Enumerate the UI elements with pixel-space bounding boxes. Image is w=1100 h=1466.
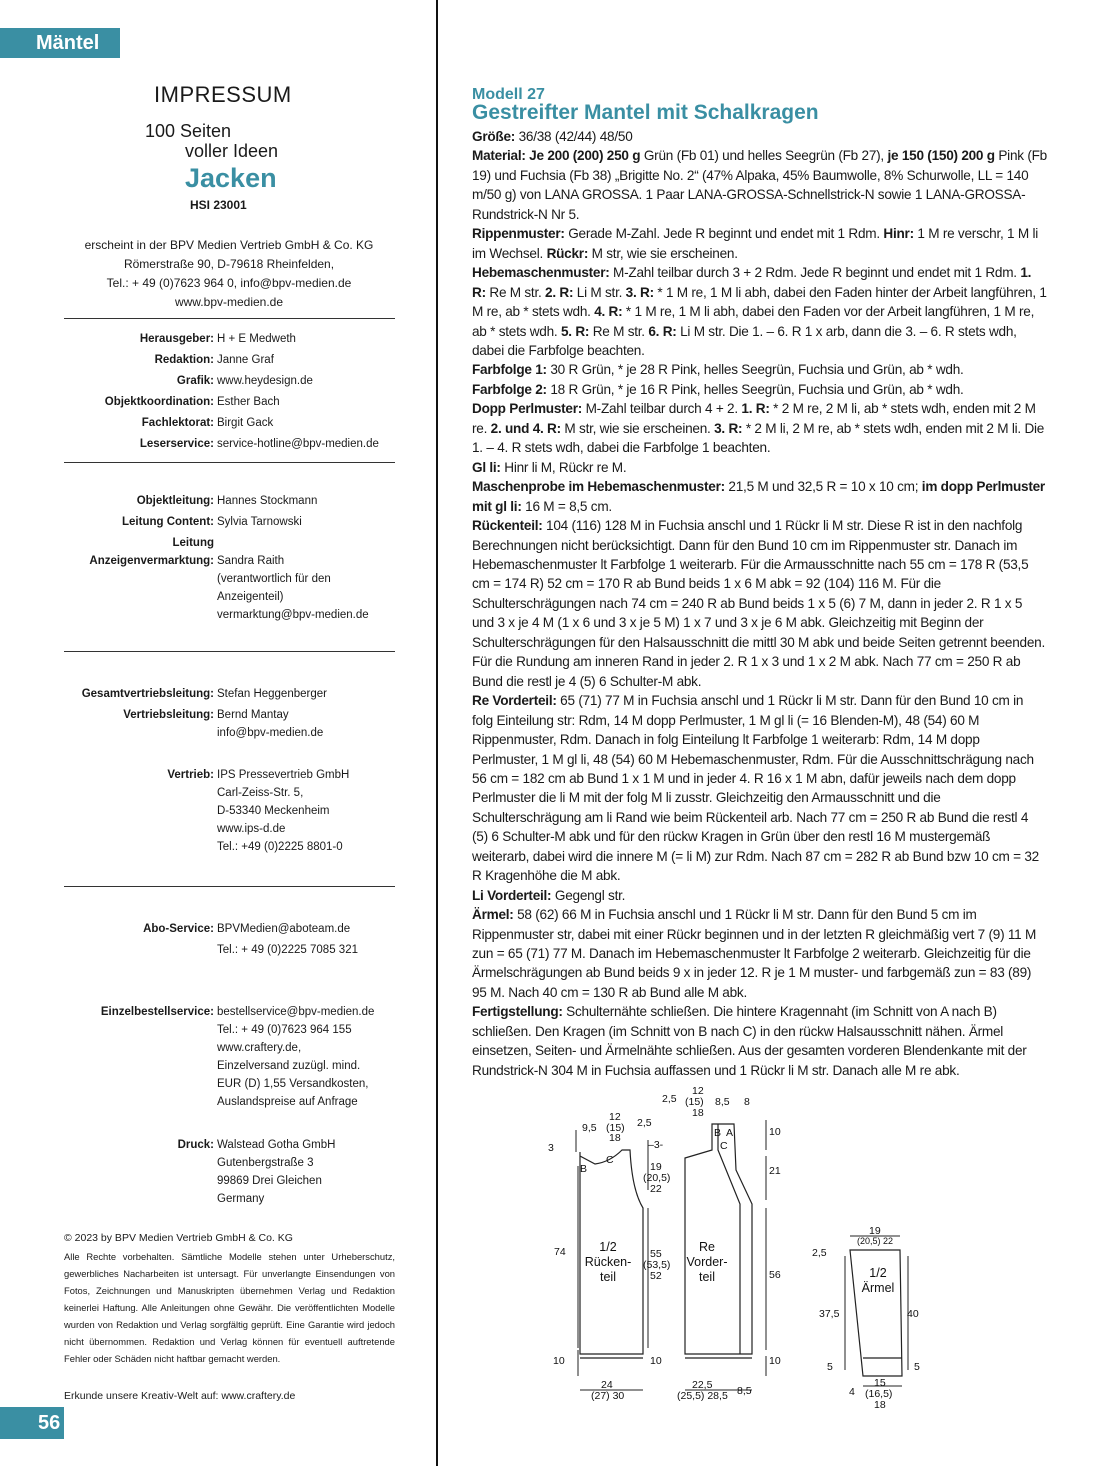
credit-value-line: Auslandspreise auf Anfrage bbox=[217, 1096, 358, 1108]
separator bbox=[64, 886, 395, 887]
credit-link[interactable]: www.ips-d.de bbox=[217, 823, 286, 835]
credit-label: Druck: bbox=[177, 1139, 214, 1151]
term-label: Rippenmuster: bbox=[472, 226, 565, 242]
credit-link[interactable]: bestellservice@bpv-medien.de bbox=[217, 1006, 375, 1018]
credit-label: Vertriebsleitung: bbox=[123, 709, 214, 721]
dim-b-w-2: (27) 30 bbox=[591, 1390, 625, 1402]
credit-value: Janne Graf bbox=[217, 354, 274, 366]
dim-f-top-l: 2,5 bbox=[662, 1093, 677, 1105]
term-label: Hinr: bbox=[883, 226, 914, 242]
term-text: 16 M = 8,5 cm. bbox=[521, 498, 612, 514]
credit-value bbox=[217, 766, 349, 856]
dim-b-neck-3: 18 bbox=[609, 1132, 621, 1144]
term-label: 3. R: bbox=[714, 420, 743, 436]
dim-b-side-3: 52 bbox=[650, 1270, 662, 1282]
term-text: M str, wie sie erscheinen. bbox=[588, 245, 738, 261]
dim-b-total: 74 bbox=[554, 1246, 566, 1258]
credit-value-line: D-53340 Meckenheim bbox=[217, 805, 330, 817]
dim-b-arm-1: 19 bbox=[650, 1161, 662, 1173]
term-text: * 2 M re, 2 M li, ab * stets wdh, enden mit 2 M re. bbox=[472, 401, 1036, 436]
dim-b-neck-2: (15) bbox=[606, 1122, 625, 1134]
dim-f-w-3: 8,5 bbox=[737, 1385, 752, 1397]
dim-b-arm-2: (20,5) bbox=[643, 1172, 671, 1184]
front-outline bbox=[685, 1124, 752, 1354]
credit-link[interactable]: vermarktung@bpv-medien.de bbox=[217, 609, 369, 621]
dim-b-side-2: (53,5) bbox=[643, 1259, 671, 1271]
color-sequence-1 bbox=[472, 360, 1047, 379]
term-label: im dopp Perlmuster mit gl li: bbox=[472, 479, 1045, 514]
term-label: Fertigstellung: bbox=[472, 1004, 563, 1020]
credit-link[interactable]: www.heydesign.de bbox=[217, 375, 313, 387]
back-label-1: 1/2 bbox=[599, 1240, 617, 1254]
dim-f-w-2: (25,5) 28,5 bbox=[677, 1390, 728, 1402]
dim-f-top-m: 8,5 bbox=[715, 1096, 730, 1108]
reverse-stockinette-paragraph bbox=[472, 458, 1047, 477]
credit-value-line: Anzeigenteil) bbox=[217, 591, 284, 603]
credit-value-line: Tel.: + 49 (0)7623 964 155 bbox=[217, 1024, 352, 1036]
credit-value-line: Tel.: + 49 (0)2225 7085 321 bbox=[217, 944, 358, 956]
credit-value: Stefan Heggenberger bbox=[217, 688, 327, 700]
model-number: Modell 27 bbox=[472, 86, 545, 103]
credit-label: Redaktion: bbox=[154, 354, 214, 366]
credit-label: Anzeigenvermarktung: bbox=[89, 555, 214, 567]
credit-value-line: Gutenbergstraße 3 bbox=[217, 1157, 314, 1169]
knitting-schematic bbox=[540, 1080, 940, 1420]
credit-label: Abo-Service: bbox=[143, 923, 214, 935]
term-text: Li M str. Die 1. – 6. R 1 x arb, dann die 3. – 6. R stets wdh, dabei die Farbfolge beachten. bbox=[472, 323, 1017, 358]
term-label: Hebemaschenmuster: bbox=[472, 265, 610, 281]
term-label: Dopp Perlmuster: bbox=[472, 401, 583, 417]
dim-s-top-2: (20,5) 22 bbox=[857, 1236, 894, 1246]
size-label: Größe: bbox=[472, 129, 516, 144]
gauge-paragraph bbox=[472, 477, 1047, 516]
credit-value: Sylvia Tarnowski bbox=[217, 516, 302, 528]
term-text: * 2 M li, 2 M re, ab * stets wdh, enden mit 2 M li. Die 1. – 4. R stets wdh, dabei die Farbfolge 1 beachten. bbox=[472, 420, 1045, 456]
dim-s-b4: 4 bbox=[849, 1386, 855, 1398]
dim-f-r1: 10 bbox=[769, 1126, 781, 1138]
right-front-paragraph bbox=[472, 691, 1047, 886]
term-text: Gegengl str. bbox=[551, 887, 626, 903]
front-label-2: Vorder- bbox=[686, 1255, 728, 1269]
dim-f-top-r: 8 bbox=[744, 1096, 750, 1108]
imprint-subtitle-2: voller Ideen bbox=[185, 141, 279, 161]
magazine-name: Jacken bbox=[185, 163, 277, 193]
material-label: Material: Je 200 (200) 250 g bbox=[472, 148, 641, 164]
credit-value-line: EUR (D) 1,55 Versandkosten, bbox=[217, 1078, 369, 1090]
credit-value bbox=[217, 706, 323, 742]
material-paragraph bbox=[472, 146, 1047, 224]
term-label: 1. R: bbox=[741, 401, 770, 417]
point-c-front: C bbox=[720, 1140, 728, 1152]
front-collar bbox=[718, 1124, 740, 1354]
back-paragraph bbox=[472, 516, 1047, 691]
term-text: Hinr li M, Rückr re M. bbox=[500, 459, 627, 475]
publisher-info bbox=[64, 236, 394, 312]
credit-label: Leitung Content: bbox=[122, 516, 214, 528]
publisher-line: Römerstraße 90, D-79618 Rheinfelden, bbox=[123, 257, 335, 271]
front-label-1: Re bbox=[699, 1240, 715, 1254]
finishing-paragraph bbox=[472, 1002, 1047, 1080]
imprint-title: IMPRESSUM bbox=[154, 82, 292, 107]
term-label: 5. R: bbox=[560, 323, 590, 339]
dim-b-neck-1: 12 bbox=[609, 1111, 621, 1123]
dim-f-r3: 56 bbox=[769, 1269, 781, 1281]
credit-value-line: 99869 Drei Gleichen bbox=[217, 1175, 322, 1187]
credit-label: Leitung bbox=[172, 537, 214, 549]
separator bbox=[64, 651, 395, 652]
term-label: Ärmel: bbox=[472, 907, 514, 923]
credit-value-line: Sandra Raith bbox=[217, 555, 285, 567]
credit-value bbox=[217, 1136, 335, 1208]
sleeve-paragraph bbox=[472, 905, 1047, 1002]
copyright-line: © 2023 by BPV Medien Vertrieb GmbH & Co. KG bbox=[64, 1232, 293, 1244]
dim-f-top-1: 12 bbox=[692, 1085, 704, 1097]
credit-value-line: Bernd Mantay bbox=[217, 709, 289, 721]
dim-s-top-1: 19 bbox=[869, 1225, 881, 1237]
column-divider bbox=[436, 0, 438, 1466]
credit-label: Objektleitung: bbox=[136, 495, 214, 507]
publisher-line: Tel.: + 49 (0)7623 964 0, info@bpv-medien.de bbox=[106, 276, 352, 290]
term-text: Schulternähte schließen. Die hintere Kragennaht (im Schnitt von A nach B) schließen. Den Kragen (im Schnitt von B nach C) in den rückw Halsausschnitt nähen. Ärmel einsetzen, Seiten- und Ärmelnähte schließen. Aus der gesamten vorderen Blendenkante mit der Rundstrick-N 304 M in Fuchsia auffassen und 1 Rückr li M str. Danach alle M re abk. bbox=[472, 1004, 1027, 1078]
credit-label: Leserservice: bbox=[139, 438, 214, 450]
term-text: * 1 M re, 1 M li abh, dabei den Faden hinter der Arbeit langführen, 1 M re, ab * stets wdh. bbox=[472, 284, 1047, 320]
dim-f-top-3: 18 bbox=[692, 1107, 704, 1119]
term-text: M str, wie sie erscheinen. bbox=[560, 420, 715, 436]
credit-value-line: Carl-Zeiss-Str. 5, bbox=[217, 787, 304, 799]
dim-b-rib-r: 10 bbox=[650, 1355, 662, 1367]
separator bbox=[64, 462, 395, 463]
credit-value-line: Einzelversand zuzügl. mind. bbox=[217, 1060, 361, 1072]
rib-pattern-paragraph bbox=[472, 224, 1047, 263]
double-moss-paragraph bbox=[472, 399, 1047, 457]
back-label-2: Rücken- bbox=[584, 1255, 632, 1269]
back-label-3: teil bbox=[600, 1270, 616, 1284]
term-label: 2. und 4. R: bbox=[490, 420, 561, 436]
term-text: M-Zahl teilbar durch 3 + 2 Rdm. Jede R beginnt und endet mit 1 Rdm. bbox=[609, 265, 1021, 281]
credit-label: Vertrieb: bbox=[167, 769, 214, 781]
term-label: 1. R: bbox=[472, 265, 1032, 300]
dim-s-top-l: 2,5 bbox=[812, 1247, 827, 1259]
dim-s-bw-1: 15 bbox=[874, 1377, 886, 1389]
dim-s-h-r: 40 bbox=[907, 1308, 919, 1320]
term-label: Gl li: bbox=[472, 459, 501, 475]
sleeve-label-1: 1/2 bbox=[869, 1266, 887, 1280]
term-label: Maschenprobe im Hebemaschenmuster: bbox=[472, 479, 725, 495]
explore-link[interactable]: Erkunde unsere Kreativ-Welt auf: www.craftery.de bbox=[64, 1390, 296, 1402]
instructions bbox=[472, 127, 1047, 1080]
term-label: 3. R: bbox=[625, 284, 654, 300]
dim-f-w-1: 22,5 bbox=[692, 1379, 713, 1391]
material-label: je 150 (150) 200 g bbox=[887, 148, 995, 164]
credit-link[interactable]: www.craftery.de, bbox=[217, 1042, 302, 1054]
credit-value bbox=[217, 920, 358, 959]
term-text: Gerade M-Zahl. Jede R beginnt und endet mit 1 Rdm. bbox=[564, 226, 884, 242]
dim-s-rib-r: 5 bbox=[914, 1361, 920, 1373]
dim-b-shoulder: 9,5 bbox=[582, 1122, 597, 1134]
material-text: Grün (Fb 01) und helles Seegrün (Fb 27), bbox=[640, 148, 884, 164]
term-label: Farbfolge 1: bbox=[472, 362, 547, 378]
credit-value: Birgit Gack bbox=[217, 417, 274, 429]
slip-stitch-paragraph bbox=[472, 263, 1047, 360]
sleeve-label-2: Ärmel bbox=[861, 1281, 895, 1295]
term-text: Re M str. bbox=[485, 284, 546, 300]
dim-b-side-1: 55 bbox=[650, 1248, 662, 1260]
dim-s-bw-3: 18 bbox=[874, 1399, 886, 1411]
credit-value-line: (verantwortlich für den bbox=[217, 573, 331, 585]
dim-s-rib-l: 5 bbox=[827, 1361, 833, 1373]
credit-value bbox=[217, 552, 369, 624]
credit-value bbox=[217, 1003, 374, 1111]
term-text: 18 R Grün, * je 16 R Pink, helles Seegrün, Fuchsia und Grün, ab * wdh. bbox=[546, 381, 964, 397]
credit-link[interactable]: BPVMedien@aboteam.de bbox=[217, 923, 351, 935]
rights-notice: Alle Rechte vorbehalten. Sämtliche Modelle stehen unter Urheberschutz, gewerbliches Nacharbeiten ist untersagt. Für unverlangte Einsendungen von Fotos, Zeichnungen und Manuskripten übernehmen Verlag und Redaktion keinerlei Haftung. Alle Anleitungen ohne Gewähr. Die veröffentlichten Modelle wurden von Redaktion und Verlag sorgfältig geprüft. Eine Garantie wird jedoch nicht übernommen. Redaktion und Verlag können für eventuell auftretende Fehler oder Schäden nicht haftbar gemacht werden. bbox=[64, 1251, 395, 1364]
credit-value: Esther Bach bbox=[217, 396, 280, 408]
dim-s-h-l: 37,5 bbox=[819, 1308, 840, 1320]
publisher-line: erscheint in der BPV Medien Vertrieb GmbH & Co. KG bbox=[84, 238, 374, 252]
credit-value: Hannes Stockmann bbox=[217, 495, 318, 507]
credit-value-line: Germany bbox=[217, 1193, 265, 1205]
size-paragraph bbox=[472, 127, 1047, 146]
dim-f-r2: 21 bbox=[769, 1165, 781, 1177]
term-text: M-Zahl teilbar durch 4 + 2. bbox=[582, 401, 742, 417]
term-text: 1 M re verschr, 1 M li im Wechsel. bbox=[472, 226, 1039, 261]
credit-label: Gesamtvertriebsleitung: bbox=[81, 688, 214, 700]
dim-f-top-2: (15) bbox=[685, 1096, 704, 1108]
credit-label: Objektkoordination: bbox=[104, 396, 214, 408]
credit-label: Fachlektorat: bbox=[141, 417, 214, 429]
term-label: 4. R: bbox=[594, 304, 623, 320]
point-c: C bbox=[606, 1154, 614, 1166]
credit-label: Einzelbestellservice: bbox=[100, 1006, 214, 1018]
term-text: 65 (71) 77 M in Fuchsia anschl und 1 Rückr li M str. Dann für den Bund 10 cm in folg Einteilung str: Rdm, 14 M dopp Perlmuster, 1 M gl li (= 16 Blenden-M), 48 (54) 60 M Rippenmuster, Rdm. Danach in folg Einteilung lt Farbfolge 1 weiterarb: Rdm, 14 M dopp Perlmuster, 1 M gl li, 48 (54) 60 M Hebemaschenmuster, Rdm. Für die Ausschnittschrägung nach 56 cm = 182 cm ab Bund 1 x 1 M und in jeder 4. R 16 x 1 M abn, dafür jeweils nach dem dopp Perlmuster die li M mit der folg M li zusstr. Gleichzeitig den Armausschnitt und die Schulterschrägung am li Rand wie beim Rückenteil arb. Nach 77 cm = 250 R ab Bund die restl 4 (5) 6 Schulter-M abk und für den rückw Kragen in Grün über den restl 16 M mustergemäß weiterarb, dabei wird die innere M (= li M) zur Rdm. Nach 87 cm = 282 R ab Bund bzw 10 cm = 32 R Kragenhöhe die M abk. bbox=[472, 693, 1039, 884]
term-text: * 1 M re, 1 M li abh, dabei den Faden vor der Arbeit langführen, 1 M re, ab * stets wdh. bbox=[472, 304, 1035, 339]
dim-b-w-1: 24 bbox=[601, 1379, 613, 1391]
term-label: 6. R: bbox=[648, 323, 677, 339]
credit-label: Herausgeber: bbox=[139, 333, 214, 345]
term-label: Farbfolge 2: bbox=[472, 381, 547, 397]
term-text: 30 R Grün, * je 28 R Pink, helles Seegrün, Fuchsia und Grün, ab * wdh. bbox=[546, 362, 964, 378]
material-text: Pink (Fb 19) und Fuchsia (Fb 38) „Brigitte No. 2“ (47% Alpaka, 45% Baumwolle, 8% Schurwolle, LL = 140 m/50 g) von LANA GROSSA. 1 Paar LANA-GROSSA-Schnellstrick-N sowie 1 LANA-GROSSA-Rundstrick-N Nr 5. bbox=[472, 148, 1047, 222]
term-label: 2. R: bbox=[545, 284, 574, 300]
separator bbox=[64, 318, 395, 319]
term-label: Li Vorderteil: bbox=[472, 887, 552, 903]
dim-f-r4: 10 bbox=[769, 1355, 781, 1367]
term-label: Re Vorderteil: bbox=[472, 693, 557, 709]
left-front-paragraph bbox=[472, 886, 1047, 905]
credit-link[interactable]: service-hotline@bpv-medien.de bbox=[217, 438, 379, 450]
magazine-code: HSI 23001 bbox=[190, 198, 247, 212]
model-title: Gestreifter Mantel mit Schalkragen bbox=[472, 101, 819, 124]
term-text: 104 (116) 128 M in Fuchsia anschl und 1 Rückr li M str. Diese R ist in den nachfolg Berechnungen nicht berücksichtigt. Dann für den Bund 10 cm im Rippenmuster str. Danach im Hebemaschenmuster lt Farbfolge 1 weiterarb. Für die Armausschnitte nach 55 cm = 178 R (53,5 cm = 174 R) 52 cm = 170 R ab Bund beids 1 x 6 M abk = 92 (104) 116 M. Für die Schulterschrägungen nach 74 cm = 240 R ab Bund beids 1 x 5 (6) 7 M, dann in jeder 2. R 1 x 5 und 3 x je 4 M (1 x 6 und 3 x je 5 M) 1 x 7 und 3 x je 6 M abk. Gleichzeitig mit Beginn der Schulterschrägungen für den Halsausschnitt die mittl 30 M abk und beide Seiten getrennt beenden. Für die Rundung am inneren Rand in jeder 2. R 1 x 3 und 1 x 2 M abk. Nach 77 cm = 250 R ab Bund die restl je 4 (5) 6 Schulter-M abk. bbox=[472, 518, 1045, 689]
term-text: 21,5 M und 32,5 R = 10 x 10 cm; bbox=[724, 479, 922, 495]
point-a-front: A bbox=[726, 1127, 734, 1139]
imprint-subtitle-1: 100 Seiten bbox=[145, 121, 232, 141]
front-label-3: teil bbox=[699, 1270, 715, 1284]
term-label: Rückenteil: bbox=[472, 518, 543, 534]
point-b: B bbox=[580, 1163, 588, 1175]
dim-s-bw-2: (16,5) bbox=[865, 1388, 893, 1400]
credit-value: H + E Medweth bbox=[217, 333, 296, 345]
size-value: 36/38 (42/44) 48/50 bbox=[515, 129, 633, 144]
term-text: Li M str. bbox=[573, 284, 626, 300]
credit-value-line: IPS Pressevertrieb GmbH bbox=[217, 769, 350, 781]
publisher-link[interactable]: www.bpv-medien.de bbox=[174, 295, 284, 309]
term-text: 58 (62) 66 M in Fuchsia anschl und 1 Rückr li M str. Dann für den Bund 5 cm im Rippenmuster str, dabei mit einer Rückr beginnen und in der letzten R gleichmäßig vert 7 (9) 11 M zun = 65 (71) 77 M. Danach im Hebemaschenmuster lt Farbfolge 2 weiterarb. Gleichzeitig für die Ärmelschrägungen ab Bund beids 9 x in jeder 12. R je 1 M muster- und farbgemäß zun = 83 (89) 95 M. Nach 40 cm = 130 R ab Bund alle M abk. bbox=[472, 907, 1037, 1000]
section-tab: Mäntel bbox=[0, 28, 120, 58]
dim-b-neck-h: 2,5 bbox=[637, 1117, 652, 1129]
term-text: Re M str. bbox=[589, 323, 649, 339]
dim-b-arm-3: 22 bbox=[650, 1183, 662, 1195]
point-b-front: B bbox=[714, 1127, 722, 1139]
credit-link[interactable]: info@bpv-medien.de bbox=[217, 727, 324, 739]
schematic-svg bbox=[540, 1080, 940, 1420]
dim-b-three: 3 bbox=[548, 1142, 554, 1154]
dim-b-dash3: –3- bbox=[648, 1139, 664, 1151]
credit-value-line: Walstead Gotha GmbH bbox=[217, 1139, 336, 1151]
credit-value-line: Tel.: +49 (0)2225 8801-0 bbox=[217, 841, 343, 853]
term-label: Rückr: bbox=[546, 245, 589, 261]
credit-label: Grafik: bbox=[176, 375, 214, 387]
color-sequence-2 bbox=[472, 380, 1047, 399]
dim-b-rib-l: 10 bbox=[553, 1355, 565, 1367]
page-number: 56 bbox=[0, 1407, 64, 1439]
